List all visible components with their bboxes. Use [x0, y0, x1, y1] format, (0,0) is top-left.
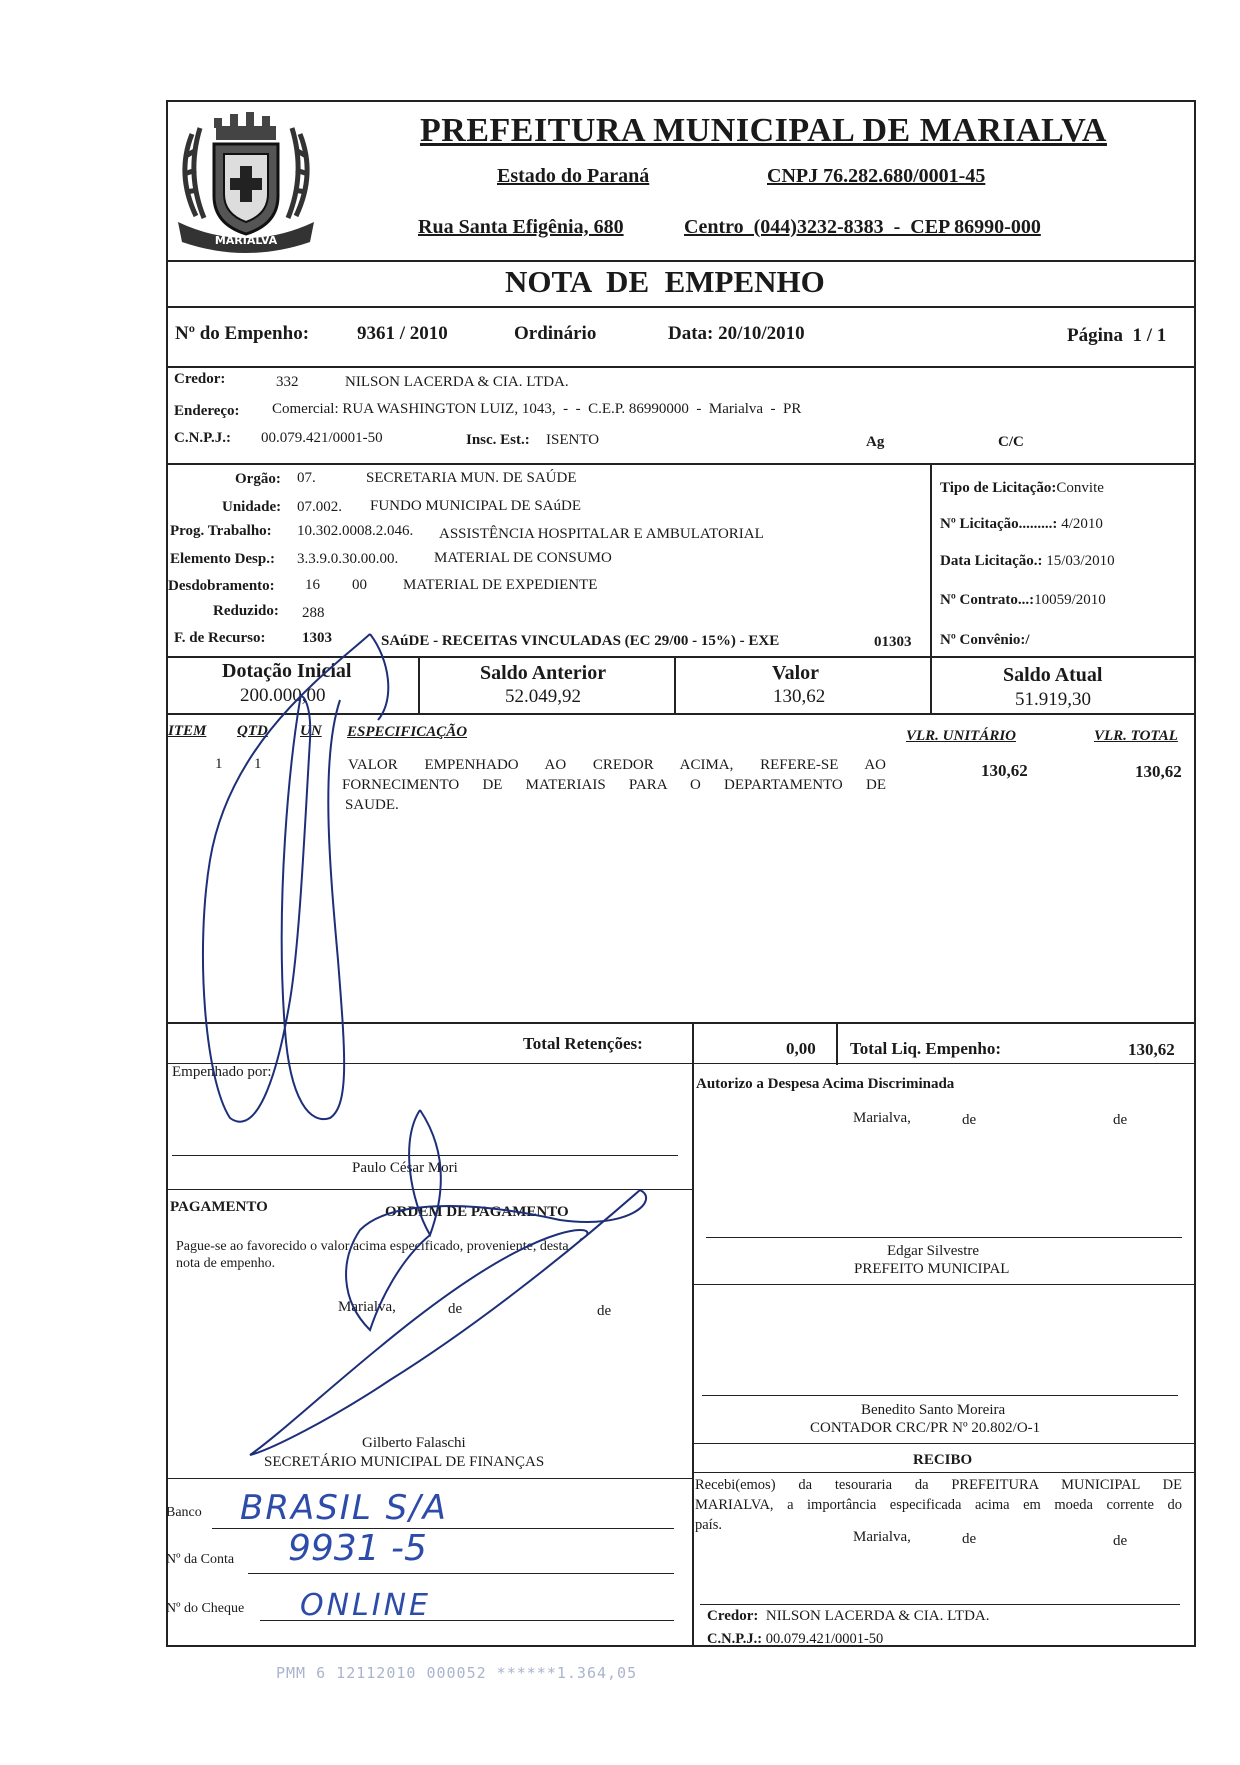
pagamento-city: Marialva,	[338, 1299, 396, 1315]
banco-value: BRASIL S/A	[240, 1488, 448, 1528]
header-street: Rua Santa Efigênia, 680	[418, 216, 624, 238]
recibo-line2: MARIALVA, a importância especificada acima em moeda corrente do	[695, 1497, 1182, 1513]
secretario-role: SECRETÁRIO MUNICIPAL DE FINANÇAS	[264, 1454, 545, 1470]
col-vlr-unitario: VLR. UNITÁRIO	[906, 728, 1017, 744]
item-total-price: 130,62	[1135, 762, 1182, 781]
empenho-date: Data: 20/10/2010	[668, 323, 805, 344]
prog-label: Prog. Trabalho:	[170, 523, 272, 539]
empenhado-signer: Paulo César Mori	[352, 1160, 458, 1176]
valor-value: 130,62	[773, 686, 826, 707]
col-vlr-total: VLR. TOTAL	[1094, 728, 1178, 744]
recurso-code2: 01303	[874, 634, 912, 650]
unidade-code: 07.002.	[297, 499, 342, 515]
item-spec-line3: SAUDE.	[345, 797, 399, 813]
cheque-value: ONLINE	[300, 1588, 432, 1623]
autorizo-label: Autorizo a Despesa Acima Discriminada	[696, 1076, 955, 1092]
credor-name: NILSON LACERDA & CIA. LTDA.	[345, 374, 569, 390]
recibo-cnpj	[707, 1631, 883, 1648]
contador-name: Benedito Santo Moreira	[861, 1402, 1006, 1418]
elemento-name: MATERIAL DE CONSUMO	[434, 550, 612, 566]
recibo-de2: de	[1113, 1533, 1128, 1549]
empenho-type: Ordinário	[514, 323, 597, 344]
licitacao-numero-label: Nº Licitação.........:	[940, 516, 1058, 532]
pagamento-de1: de	[448, 1301, 463, 1317]
recurso-name: SAúDE - RECEITAS VINCULADAS (EC 29/00 - 15%) - EXE	[381, 633, 780, 649]
pagamento-label: PAGAMENTO	[170, 1199, 268, 1215]
item-unit-price: 130,62	[981, 761, 1028, 780]
orgao-label: Orgão:	[235, 471, 281, 487]
bank-stamp: PMM 6 12112010 000052 ******1.364,05	[276, 1664, 638, 1682]
licitacao-contrato-label: Nº Contrato...:	[940, 592, 1035, 608]
desdobramento-a: 16	[305, 577, 320, 593]
recibo-line3: país.	[695, 1517, 722, 1533]
valor-label: Valor	[772, 662, 820, 684]
desdobramento-name: MATERIAL DE EXPEDIENTE	[403, 577, 598, 593]
empenho-label: Nº do Empenho:	[175, 323, 310, 344]
page-number: Página 1 / 1	[1067, 325, 1167, 346]
orgao-code: 07.	[297, 470, 316, 486]
insc-label: Insc. Est.:	[466, 432, 530, 448]
autorizo-city: Marialva,	[853, 1110, 911, 1126]
item-spec-line2: FORNECIMENTO DE MATERIAIS PARA O DEPARTAMENTO DE	[342, 777, 886, 793]
ordem-pagamento-label: ORDEM DE PAGAMENTO	[385, 1204, 569, 1220]
reduzido-value: 288	[302, 605, 325, 621]
document-title: NOTA DE EMPENHO	[505, 264, 825, 299]
reduzido-label: Reduzido:	[213, 603, 279, 619]
autorizo-de2: de	[1113, 1112, 1128, 1128]
licitacao-tipo	[940, 480, 1104, 497]
header-state: Estado do Paraná	[497, 165, 650, 187]
header-contact: Centro (044)3232-8383 - CEP 86990-000	[684, 216, 1041, 238]
header-title: PREFEITURA MUNICIPAL DE MARIALVA	[420, 112, 1107, 149]
pagamento-de2: de	[597, 1303, 612, 1319]
conta-value: 9931 -5	[288, 1528, 427, 1569]
licitacao-tipo-value: Convite	[1056, 480, 1104, 496]
pagamento-text-line1: Pague-se ao favorecido o valor acima especificado, proveniente, desta	[176, 1239, 569, 1254]
recurso-label: F. de Recurso:	[174, 630, 266, 646]
desdobramento-label: Desdobramento:	[168, 578, 275, 594]
recibo-city: Marialva,	[853, 1529, 911, 1545]
insc-value: ISENTO	[546, 432, 600, 448]
licitacao-contrato-value: 10059/2010	[1034, 592, 1106, 608]
credor-label: Credor:	[174, 371, 226, 387]
banco-label: Banco	[166, 1505, 202, 1520]
recibo-credor-name: NILSON LACERDA & CIA. LTDA.	[765, 1608, 990, 1624]
prefeito-name: Edgar Silvestre	[887, 1243, 980, 1259]
municipal-crest	[172, 104, 320, 258]
saldo-anterior-label: Saldo Anterior	[480, 662, 607, 684]
total-retencoes-label: Total Retenções:	[523, 1034, 643, 1053]
licitacao-numero	[940, 516, 1103, 533]
dotacao-value: 200.000,00	[240, 685, 326, 706]
saldo-anterior-value: 52.049,92	[505, 686, 581, 707]
licitacao-data-label: Data Licitação.:	[940, 553, 1043, 569]
crest-banner-text: MARIALVA	[214, 234, 278, 247]
elemento-code: 3.3.9.0.30.00.00.	[297, 551, 399, 567]
dotacao-label: Dotação Inicial	[222, 660, 352, 682]
prefeito-role: PREFEITO MUNICIPAL	[854, 1261, 1010, 1277]
licitacao-numero-value: 4/2010	[1061, 516, 1103, 532]
orgao-name: SECRETARIA MUN. DE SAÚDE	[366, 470, 577, 486]
licitacao-data-value: 15/03/2010	[1046, 553, 1115, 569]
contador-role: CONTADOR CRC/PR Nº 20.802/O-1	[810, 1420, 1041, 1436]
cc-label: C/C	[998, 434, 1024, 450]
recibo-credor	[707, 1608, 990, 1625]
col-un: UN	[300, 723, 322, 739]
item-spec-line1: VALOR EMPENHADO AO CREDOR ACIMA, REFERE-SE AO	[348, 757, 886, 773]
recibo-cnpj-value: 00.079.421/0001-50	[765, 1631, 884, 1647]
licitacao-data	[940, 553, 1115, 570]
licitacao-tipo-label: Tipo de Licitação:	[940, 480, 1057, 496]
recibo-label: RECIBO	[913, 1452, 973, 1468]
cheque-label: Nº do Cheque	[166, 1601, 245, 1616]
cnpj-label: C.N.P.J.:	[174, 430, 231, 446]
prog-code: 10.302.0008.2.046.	[297, 523, 414, 539]
col-item: ITEM	[168, 723, 207, 739]
saldo-atual-label: Saldo Atual	[1003, 664, 1103, 686]
licitacao-convenio: Nº Convênio:/	[940, 632, 1030, 648]
credor-code: 332	[276, 374, 299, 390]
header-cnpj: CNPJ 76.282.680/0001-45	[767, 165, 986, 187]
secretario-name: Gilberto Falaschi	[362, 1435, 466, 1451]
prog-name: ASSISTÊNCIA HOSPITALAR E AMBULATORIAL	[439, 526, 764, 542]
autorizo-de1: de	[962, 1112, 977, 1128]
total-liq-value: 130,62	[1128, 1040, 1175, 1059]
total-retencoes-value: 0,00	[786, 1039, 816, 1058]
total-liq-label: Total Liq. Empenho:	[850, 1039, 1001, 1058]
credor-address: Comercial: RUA WASHINGTON LUIZ, 1043, - - C.E.P. 86990000 - Marialva - PR	[272, 401, 802, 417]
credor-cnpj: 00.079.421/0001-50	[261, 430, 383, 446]
unidade-label: Unidade:	[222, 499, 282, 515]
recibo-cnpj-label: C.N.P.J.:	[707, 1631, 763, 1647]
empenhado-label: Empenhado por:	[172, 1064, 272, 1080]
item-number: 1	[215, 756, 223, 772]
item-qty: 1	[254, 756, 262, 772]
licitacao-contrato	[940, 592, 1106, 609]
unidade-name: FUNDO MUNICIPAL DE SAúDE	[370, 498, 581, 514]
pagamento-text-line2: nota de empenho.	[176, 1256, 276, 1271]
recurso-code: 1303	[302, 630, 332, 646]
conta-label: Nº da Conta	[166, 1552, 235, 1567]
empenho-number: 9361 / 2010	[357, 323, 448, 344]
recibo-de1: de	[962, 1531, 977, 1547]
desdobramento-b: 00	[352, 577, 367, 593]
endereco-label: Endereço:	[174, 403, 240, 419]
ag-label: Ag	[866, 434, 885, 450]
recibo-line1: Recebi(emos) da tesouraria da PREFEITURA MUNICIPAL DE	[695, 1477, 1182, 1493]
recibo-credor-label: Credor:	[707, 1608, 759, 1624]
saldo-atual-value: 51.919,30	[1015, 689, 1091, 710]
col-especificacao: ESPECIFICAÇÃO	[347, 724, 468, 740]
elemento-label: Elemento Desp.:	[170, 551, 275, 567]
col-qtd: QTD	[237, 723, 268, 739]
